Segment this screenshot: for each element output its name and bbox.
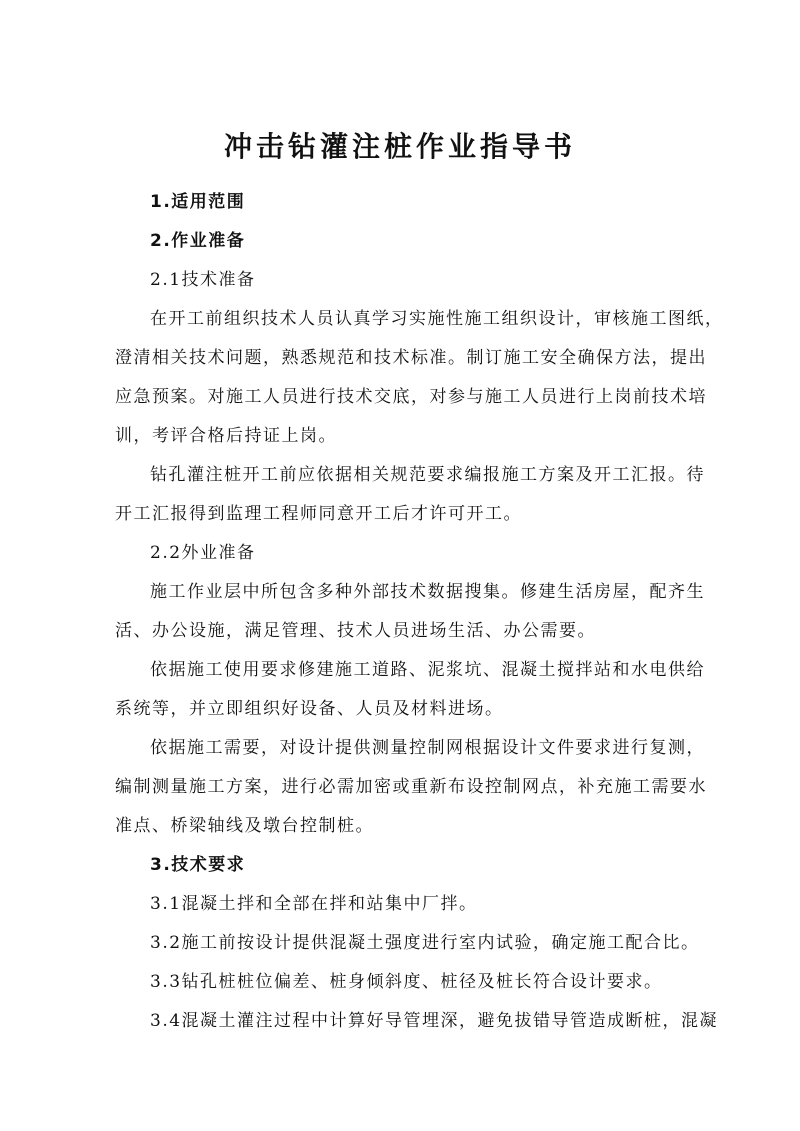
subsection-heading-technical-preparation: 2.1技术准备 [150,270,256,290]
paragraph-line: 训，考评合格后持证上岗。 [115,426,337,446]
paragraph-line: 在开工前组织技术人员认真学习实施性施工组织设计，审核施工图纸， [150,309,724,329]
section-heading-technical-requirements: 3.技术要求 [150,855,246,875]
paragraph-line: 澄清相关技术问题，熟悉规范和技术标准。制订施工安全确保方法，提出 [115,348,707,368]
paragraph-line: 钻孔灌注桩开工前应依据相关规范要求编报施工方案及开工汇报。待 [150,465,705,485]
paragraph-line: 施工作业层中所包含多种外部技术数据搜集。修建生活房屋，配齐生 [150,582,705,602]
section-heading-scope: 1.适用范围 [150,192,246,212]
requirement-item: 3.4混凝土灌注过程中计算好导管埋深，避免拔错导管造成断桩，混凝 [150,1011,719,1031]
paragraph-line: 应急预案。对施工人员进行技术交底，对参与施工人员进行上岗前技术培 [115,387,707,407]
requirement-item: 3.3钻孔桩桩位偏差、桩身倾斜度、桩径及桩长符合设计要求。 [150,972,663,992]
paragraph-line: 系统等，并立即组织好设备、人员及材料进场。 [115,699,504,719]
paragraph-line: 依据施工需要，对设计提供测量控制网根据设计文件要求进行复测， [150,738,705,758]
document-title: 冲击钻灌注桩作业指导书 [223,130,576,163]
paragraph-line: 依据施工使用要求修建施工道路、泥浆坑、混凝土搅拌站和水电供给 [150,660,705,680]
requirement-item: 3.1混凝土拌和全部在拌和站集中厂拌。 [150,894,478,914]
paragraph-line: 编制测量施工方案，进行必需加密或重新布设控制网点，补充施工需要水 [115,777,707,797]
paragraph-line: 准点、桥梁轴线及墩台控制桩。 [115,816,374,836]
subsection-heading-field-preparation: 2.2外业准备 [150,543,256,563]
paragraph-line: 开工汇报得到监理工程师同意开工后才许可开工。 [115,504,522,524]
paragraph-line: 活、办公设施，满足管理、技术人员进场生活、办公需要。 [115,621,596,641]
requirement-item: 3.2施工前按设计提供混凝土强度进行室内试验，确定施工配合比。 [150,933,700,953]
section-heading-preparation: 2.作业准备 [150,231,246,251]
